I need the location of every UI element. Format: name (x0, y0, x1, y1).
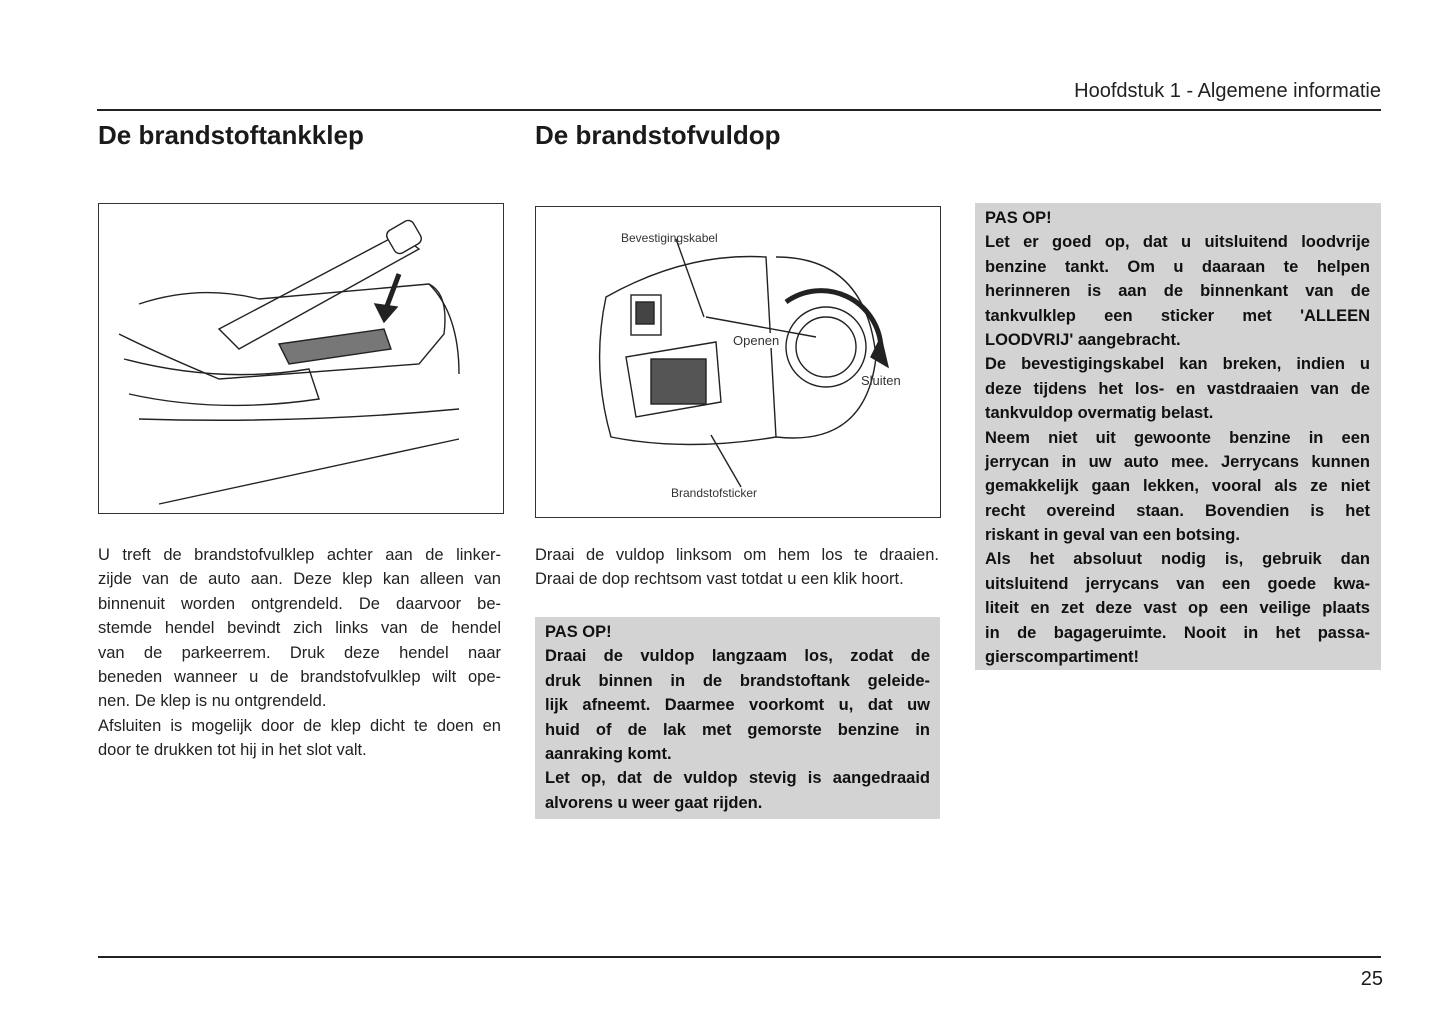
text-line: beneden wanneer u de brandstofvulklep wilt ope- (98, 667, 501, 686)
text-line: druk binnen in de brandstoftank geleide- (545, 671, 930, 690)
section-title-fuel-cap: De brandstofvuldop (535, 120, 781, 150)
warning-heading: PAS OP! (985, 209, 1052, 227)
text-line: herinneren is aan de binnenkant van de (985, 282, 1370, 301)
text-line: benzine tankt. Om u daaraan te helpen (985, 257, 1370, 276)
text-line: in de bagageruimte. Nooit in het passa- (985, 623, 1370, 642)
text-line: aanraking komt. (545, 744, 672, 763)
label-sluiten: Sluiten (861, 373, 901, 388)
text-line: stemde hendel bevindt zich links van de hendel (98, 619, 501, 638)
chapter-header: Hoofdstuk 1 - Algemene informatie (1074, 80, 1381, 102)
text-line: recht overeind staan. Bovendien is het (985, 501, 1370, 520)
warning-heading: PAS OP! (545, 623, 612, 641)
fuel-cap-instructions (535, 543, 939, 592)
text-line: deze tijdens het los- en vastdraaien van de (985, 379, 1370, 398)
text-line: jerrycan in uw auto mee. Jerrycans kunnen (985, 452, 1370, 471)
text-line: alvorens u weer gaat rijden. (545, 793, 763, 812)
warning-box-fuel-cap (535, 617, 940, 819)
text-line: zijde van de auto aan. Deze klep kan alleen van (98, 570, 501, 589)
text-line: Let er goed op, dat u uitsluitend loodvrije (985, 233, 1370, 252)
label-bevestigingskabel: Bevestigingskabel (621, 231, 718, 245)
text-line: van de parkeerrem. Druk deze hendel naar (98, 643, 501, 662)
text-line: De bevestigingskabel kan breken, indien u (985, 355, 1370, 374)
label-openen: Openen (733, 333, 780, 348)
text-line: U treft de brandstofvulklep achter aan de linker- (98, 546, 501, 564)
text-line: Afsluiten is mogelijk door de klep dicht te doen en (98, 716, 501, 735)
text-line: uitsluitend jerrycans van een goede kwa- (985, 574, 1370, 593)
text-line: Draai de vuldop linksom om hem los te draaien. (535, 546, 939, 564)
text-line: huid of de lak met gemorste benzine in (545, 720, 930, 739)
text-line: LOODVRIJ' aangebracht. (985, 330, 1181, 349)
text-line: Draai de vuldop langzaam los, zodat de (545, 647, 930, 666)
text-line: tankvulklep een sticker met 'ALLEEN (985, 306, 1370, 325)
text-line: gierscompartiment! (985, 648, 1140, 667)
text-line: binnenuit worden ontgrendeld. De daarvoor be- (98, 594, 501, 613)
text-line: liteit en zet deze vast op een veilige plaats (985, 599, 1370, 618)
fuel-flap-lever-illustration (98, 203, 504, 514)
text-line: Als het absoluut nodig is, gebruik dan (985, 550, 1370, 569)
label-brandstofsticker: Brandstofsticker (671, 486, 758, 500)
text-line: lijk afneemt. Daarmee voorkomt u, dat uw (545, 696, 930, 715)
text-line: door te drukken tot hij in het slot valt. (98, 741, 367, 760)
text-line: riskant in geval van een botsing. (985, 526, 1240, 545)
header-rule (97, 109, 1381, 111)
page-number: 25 (1360, 968, 1383, 990)
fuel-flap-description (98, 543, 501, 763)
text-line: tankvuldop overmatig belast. (985, 404, 1214, 423)
section-title-fuel-flap: De brandstoftankklep (98, 120, 364, 150)
text-line: Neem niet uit gewoonte benzine in een (985, 428, 1370, 447)
text-line: Let op, dat de vuldop stevig is aangedraaid (545, 769, 930, 788)
text-line: gemakkelijk gaan lekken, vooral als ze niet (985, 477, 1370, 496)
warning-box-unleaded (975, 203, 1381, 670)
text-line: nen. De klep is nu ontgrendeld. (98, 692, 327, 711)
footer-rule (98, 956, 1381, 958)
fuel-cap-illustration (535, 206, 941, 518)
text-line: Draai de dop rechtsom vast totdat u een klik hoort. (535, 570, 904, 589)
